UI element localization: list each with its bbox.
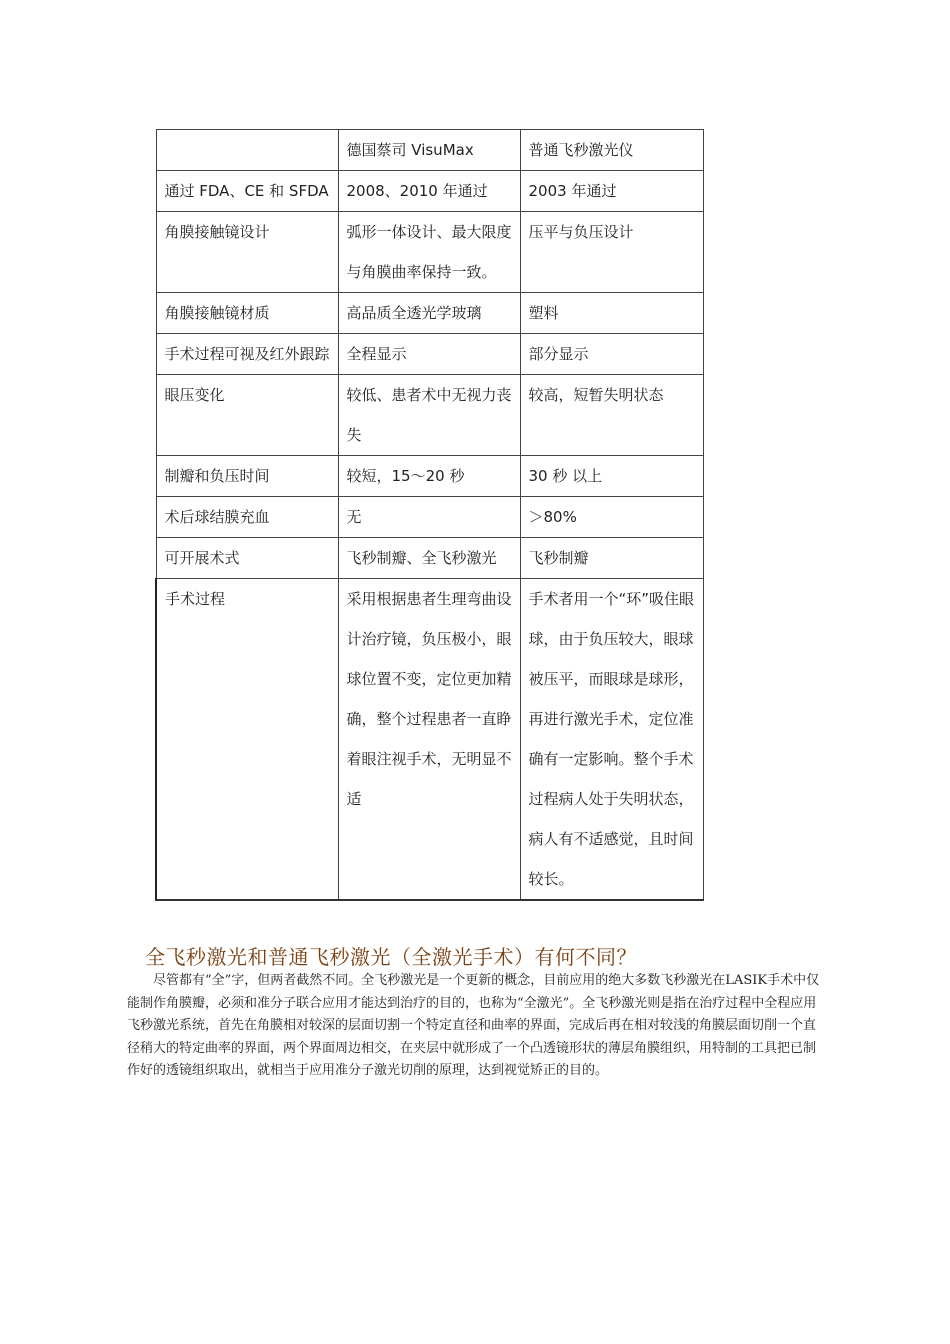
table-row bbox=[156, 212, 703, 293]
article-heading: 全飞秒激光和普通飞秒激光（全激光手术）有何不同？ bbox=[145, 945, 637, 969]
table-cell: 飞秒制瓣、全飞秒激光 bbox=[338, 538, 520, 579]
table-row bbox=[156, 375, 703, 456]
table-row-label: 手术过程可视及红外跟踪 bbox=[156, 334, 338, 375]
table-row bbox=[156, 497, 703, 538]
table-header-row bbox=[156, 130, 703, 171]
table-cell: 压平与负压设计 bbox=[520, 212, 703, 293]
table-cell: 塑料 bbox=[520, 293, 703, 334]
table-cell: 手术者用一个“环”吸住眼球，由于负压较大，眼球被压平，而眼球是球形，再进行激光手术，定位准确有一定影响。整个手术过程病人处于失明状态，病人有不适感觉，且时间较长。 bbox=[520, 579, 703, 901]
table-row-label: 通过 FDA、CE 和 SFDA bbox=[156, 171, 338, 212]
table-row bbox=[156, 171, 703, 212]
table-row-label: 眼压变化 bbox=[156, 375, 338, 456]
table-row bbox=[156, 456, 703, 497]
table-row bbox=[156, 538, 703, 579]
table-cell: ＞80% bbox=[520, 497, 703, 538]
table-row-label: 手术过程 bbox=[156, 579, 338, 901]
table-cell: 无 bbox=[338, 497, 520, 538]
table-cell: 弧形一体设计、最大限度与角膜曲率保持一致。 bbox=[338, 212, 520, 293]
table-cell: 全程显示 bbox=[338, 334, 520, 375]
table-row-label: 术后球结膜充血 bbox=[156, 497, 338, 538]
table-row-label: 可开展术式 bbox=[156, 538, 338, 579]
table-cell: 较短，15～20 秒 bbox=[338, 456, 520, 497]
table-row-label: 角膜接触镜设计 bbox=[156, 212, 338, 293]
table-row-label: 制瓣和负压时间 bbox=[156, 456, 338, 497]
comparison-table bbox=[155, 129, 704, 901]
table-header-cell-visumax: 德国蔡司 VisuMax bbox=[338, 130, 520, 171]
article-paragraph: 尽管都有“全”字，但两者截然不同。全飞秒激光是一个更新的概念，目前应用的绝大多数飞秒激光在LASIK手术中仅能制作角膜瓣，必须和准分子联合应用才能达到治疗的目的，也称为“全激光”。全飞秒激光则是指在治疗过程中全程应用飞秒激光系统，首先在角膜相对较深的层面切割一个特定直径和曲率的界面，完成后再在相对较浅的角膜层面切削一个直径稍大的特定曲率的界面，两个界面周边相交，在夹层中就形成了一个凸透镜形状的薄层角膜组织，用特制的工具把已制作好的透镜组织取出，就相当于应用准分子激光切削的原理，达到视觉矫正的目的。 bbox=[127, 973, 820, 1079]
table-cell: 部分显示 bbox=[520, 334, 703, 375]
table-row bbox=[156, 334, 703, 375]
table-header-cell-normal: 普通飞秒激光仪 bbox=[520, 130, 703, 171]
table-row bbox=[156, 579, 703, 901]
table-cell: 2008、2010 年通过 bbox=[338, 171, 520, 212]
table-header-cell-empty bbox=[156, 130, 338, 171]
table-cell: 2003 年通过 bbox=[520, 171, 703, 212]
table-cell: 30 秒 以上 bbox=[520, 456, 703, 497]
table-cell: 采用根据患者生理弯曲设计治疗镜，负压极小，眼球位置不变，定位更加精确，整个过程患者一直睁着眼注视手术，无明显不适 bbox=[338, 579, 520, 901]
table-row-label: 角膜接触镜材质 bbox=[156, 293, 338, 334]
table-cell: 高品质全透光学玻璃 bbox=[338, 293, 520, 334]
table-cell: 飞秒制瓣 bbox=[520, 538, 703, 579]
table-cell: 较高，短暂失明状态 bbox=[520, 375, 703, 456]
table-row bbox=[156, 293, 703, 334]
table-cell: 较低、患者术中无视力丧失 bbox=[338, 375, 520, 456]
